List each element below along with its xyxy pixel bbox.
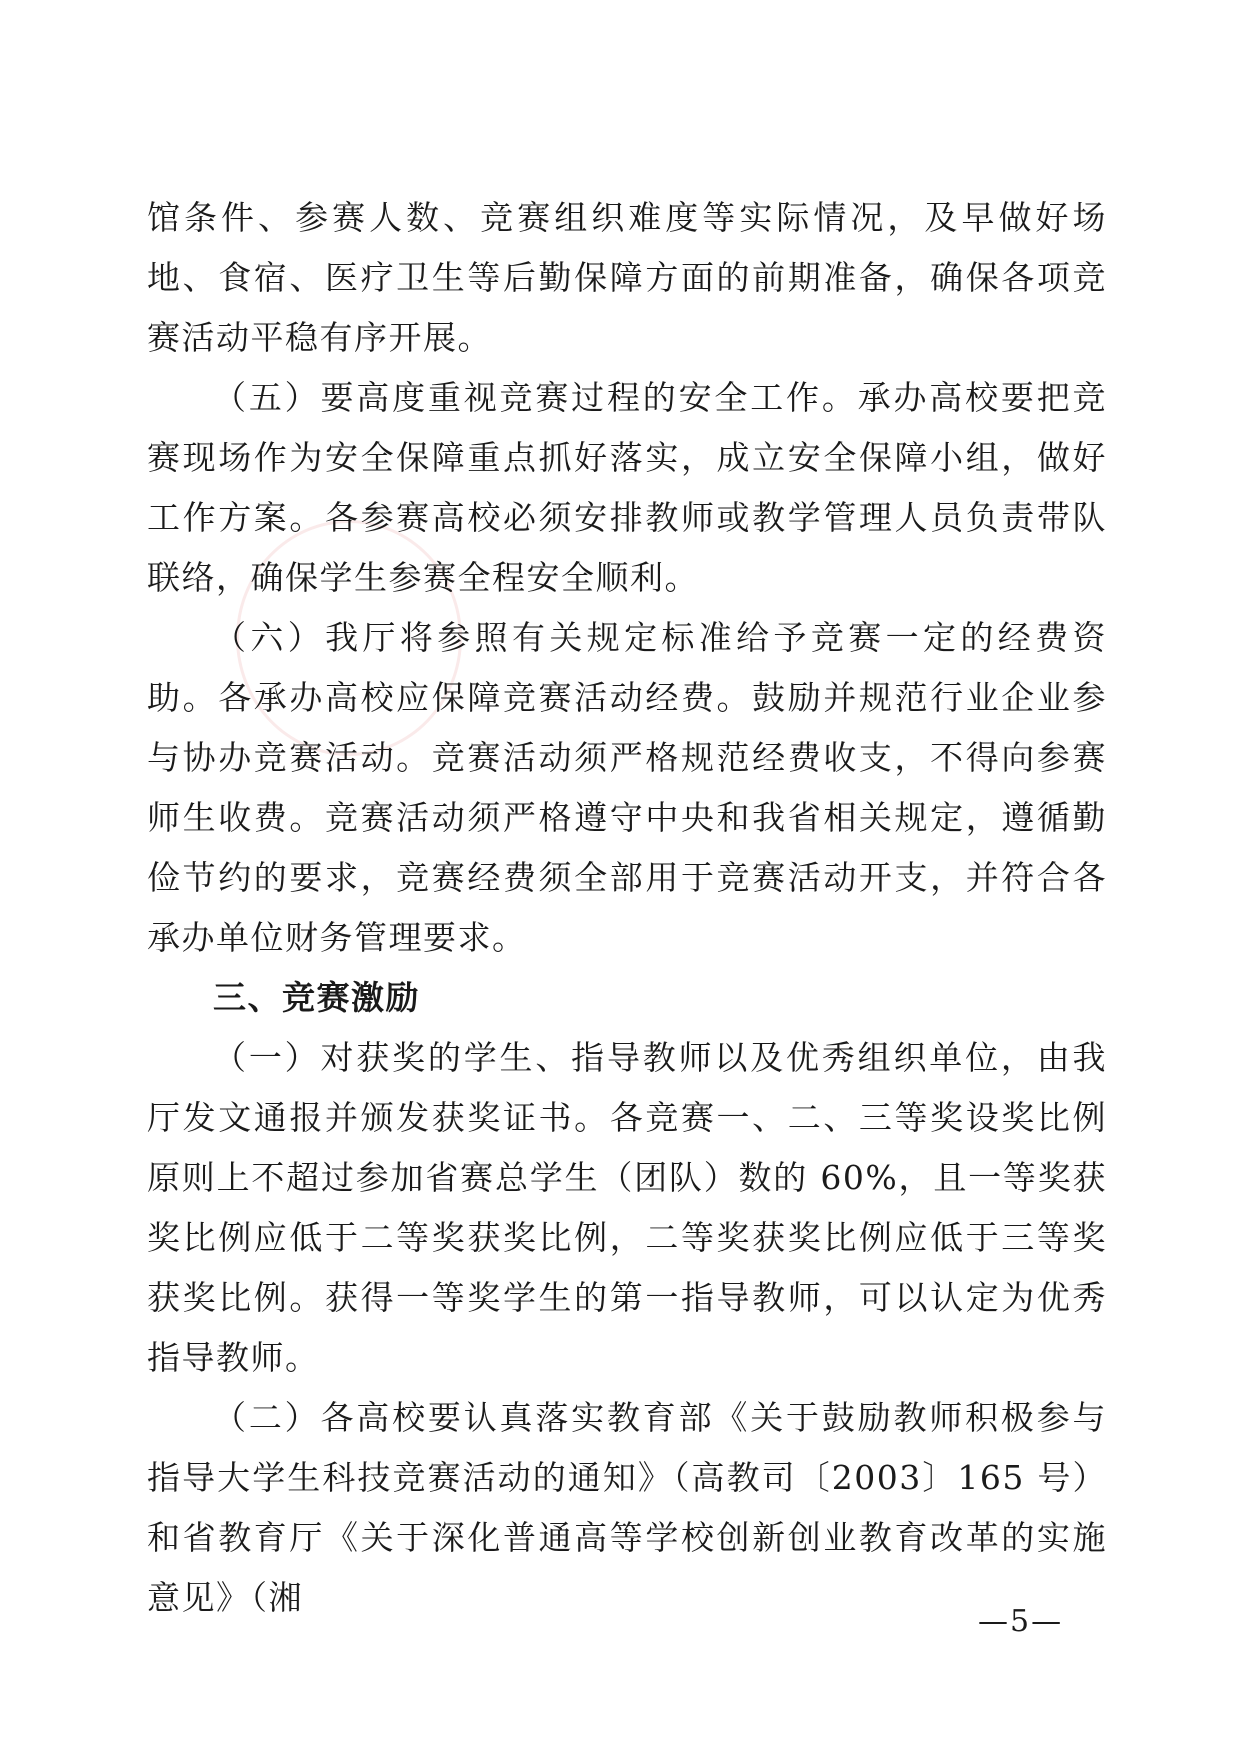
paragraph-incentive-1: （一）对获奖的学生、指导教师以及优秀组织单位，由我厅发文通报并颁发获奖证书。各竞赛一、二、三等奖设奖比例原则上不超过参加省赛总学生（团队）数的 60%，且一等奖获奖比例应低于二等奖获奖比例，二等奖获奖比例应低于三等奖获奖比例。获得一等奖学生的第一指导教师，可以认定为优秀指导教师。 xyxy=(147,1038,1107,1377)
paragraph-item-5: （五）要高度重视竞赛过程的安全工作。承办高校要把竞赛现场作为安全保障重点抓好落实，成立安全保障小组，做好工作方案。各参赛高校必须安排教师或教学管理人员负责带队联络，确保学生参赛全程安全顺利。 xyxy=(147,378,1107,597)
paragraph-continuation: 馆条件、参赛人数、竞赛组织难度等实际情况，及早做好场地、食宿、医疗卫生等后勤保障方面的前期准备，确保各项竞赛活动平稳有序开展。 xyxy=(147,198,1107,357)
page-number: —5— xyxy=(978,1604,1064,1639)
body-text xyxy=(147,188,1107,1628)
paragraph-incentive-2: （二）各高校要认真落实教育部《关于鼓励教师积极参与指导大学生科技竞赛活动的通知》（高教司〔2003〕165 号）和省教育厅《关于深化普通高等学校创新创业教育改革的实施意见》（湘 xyxy=(147,1398,1107,1617)
section-heading: 三、竞赛激励 xyxy=(213,978,420,1017)
paragraph-item-6: （六）我厅将参照有关规定标准给予竞赛一定的经费资助。各承办高校应保障竞赛活动经费。鼓励并规范行业企业参与协办竞赛活动。竞赛活动须严格规范经费收支，不得向参赛师生收费。竞赛活动须严格遵守中央和我省相关规定，遵循勤俭节约的要求，竞赛经费须全部用于竞赛活动开支，并符合各承办单位财务管理要求。 xyxy=(147,618,1107,957)
